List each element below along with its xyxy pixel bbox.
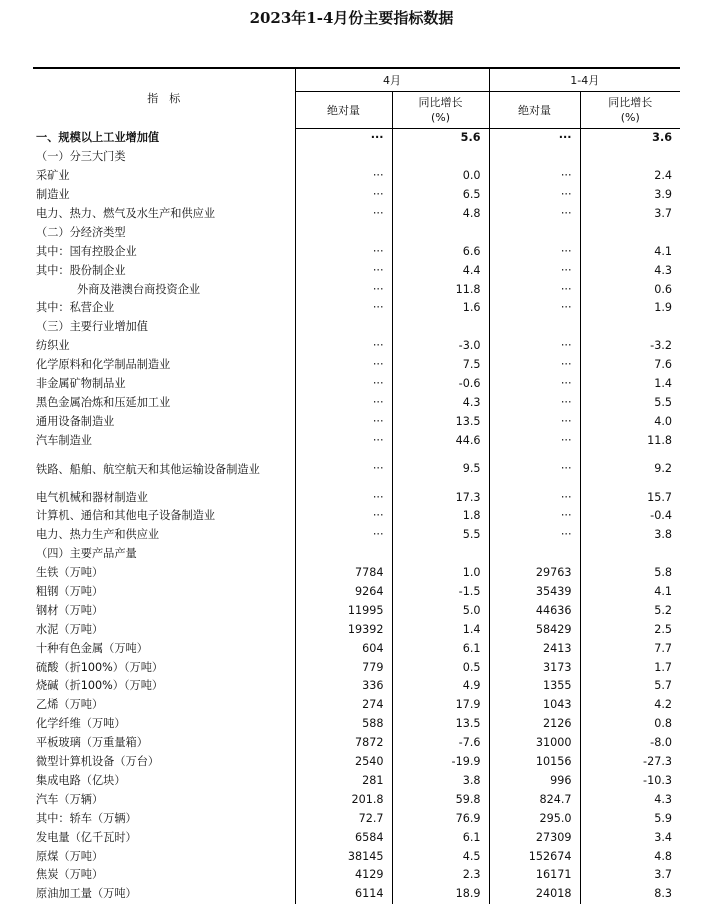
row-label: 其中：轿车（万辆）: [36, 811, 137, 825]
row-label: 乙烯（万吨）: [36, 698, 104, 712]
ytd-abs-value: 152674: [489, 847, 580, 866]
row-label: 其中：股份制企业: [36, 263, 126, 277]
month-yoy-header-line2: (%): [430, 111, 451, 124]
month-abs-value: 604: [295, 639, 392, 658]
month-yoy-value: 4.4: [392, 261, 489, 280]
month-abs-value: [295, 223, 392, 242]
ytd-yoy-value: 5.2: [580, 601, 680, 620]
table-row: [33, 715, 680, 734]
month-abs-value: 72.7: [295, 809, 392, 828]
row-label: 集成电路（亿块）: [36, 773, 126, 787]
row-label: 汽车（万辆）: [36, 792, 104, 806]
table-row: [33, 696, 680, 715]
table-row: [33, 205, 680, 224]
ytd-abs-value: 10156: [489, 753, 580, 772]
month-yoy-value: -0.6: [392, 375, 489, 394]
month-yoy-value: 1.4: [392, 620, 489, 639]
ytd-yoy-value: 4.1: [580, 583, 680, 602]
month-abs-value: ···: [295, 526, 392, 545]
table-row: [33, 620, 680, 639]
ytd-yoy-value: 11.8: [580, 431, 680, 450]
ytd-yoy-value: [580, 148, 680, 167]
table-row: [33, 564, 680, 583]
ytd-yoy-value: 3.4: [580, 828, 680, 847]
month-yoy-value: 4.3: [392, 393, 489, 412]
ytd-abs-value: 2413: [489, 639, 580, 658]
ytd-abs-value: ···: [489, 167, 580, 186]
ytd-yoy-value: 9.2: [580, 450, 680, 488]
table-row: [33, 412, 680, 431]
section-header-row: [33, 545, 680, 564]
ytd-abs-value: 35439: [489, 583, 580, 602]
table-row: [33, 507, 680, 526]
month-yoy-value: 1.6: [392, 299, 489, 318]
month-yoy-value: 1.8: [392, 507, 489, 526]
month-abs-value: 274: [295, 696, 392, 715]
month-abs-value: 19392: [295, 620, 392, 639]
ytd-yoy-header-line2: (%): [620, 111, 640, 124]
row-label: （四）主要产品产量: [36, 547, 137, 561]
month-yoy-header: [392, 92, 489, 129]
month-abs-value: ···: [295, 507, 392, 526]
month-abs-value: 2540: [295, 753, 392, 772]
month-abs-value: ···: [295, 393, 392, 412]
row-label: 通用设备制造业: [36, 414, 115, 428]
ytd-abs-value: ···: [489, 450, 580, 488]
month-yoy-value: 4.9: [392, 677, 489, 696]
ytd-yoy-value: -27.3: [580, 753, 680, 772]
month-abs-value: ···: [295, 337, 392, 356]
table-row: [33, 393, 680, 412]
row-label: 外商及港澳台商投资企业: [77, 282, 201, 296]
ytd-abs-header: 绝对量: [489, 92, 580, 129]
table-row: [33, 866, 680, 885]
ytd-yoy-value: [580, 545, 680, 564]
table-row: [33, 885, 680, 904]
row-label: 采矿业: [36, 169, 70, 183]
month-yoy-value: 11.8: [392, 280, 489, 299]
month-abs-value: [295, 318, 392, 337]
ytd-yoy-value: 4.3: [580, 261, 680, 280]
ytd-abs-value: 16171: [489, 866, 580, 885]
ytd-abs-value: ···: [489, 261, 580, 280]
month-abs-value: 4129: [295, 866, 392, 885]
row-label: 生铁（万吨）: [36, 566, 104, 580]
month-abs-header: 绝对量: [295, 92, 392, 129]
month-yoy-value: 76.9: [392, 809, 489, 828]
month-abs-value: 6114: [295, 885, 392, 904]
ytd-abs-value: ···: [489, 507, 580, 526]
row-label: 十种有色金属（万吨）: [36, 641, 148, 655]
ytd-abs-value: ···: [489, 488, 580, 507]
ytd-yoy-value: 4.3: [580, 790, 680, 809]
month-abs-value: 38145: [295, 847, 392, 866]
period-ytd-header: 1-4月: [489, 68, 680, 92]
ytd-yoy-value: 7.7: [580, 639, 680, 658]
table-row: [33, 242, 680, 261]
month-yoy-header-line1: 同比增长: [418, 96, 463, 109]
month-abs-value: [295, 148, 392, 167]
row-label: 电力、热力生产和供应业: [36, 528, 160, 542]
table-row: [33, 186, 680, 205]
row-label: 粗钢（万吨）: [36, 585, 104, 599]
ytd-yoy-value: -0.4: [580, 507, 680, 526]
month-abs-value: ···: [295, 356, 392, 375]
ytd-abs-value: ···: [489, 412, 580, 431]
row-label: 硫酸（折100%）（万吨）: [36, 660, 164, 674]
month-yoy-value: 0.0: [392, 167, 489, 186]
section-header-row: [33, 223, 680, 242]
page-title: 2023年1-4月份主要指标数据: [249, 9, 454, 27]
ytd-abs-value: ···: [489, 205, 580, 224]
month-abs-value: ···: [295, 129, 392, 148]
month-yoy-value: [392, 223, 489, 242]
month-abs-value: 281: [295, 772, 392, 791]
table-row: [33, 280, 680, 299]
row-label: 烧碱（折100%）（万吨）: [36, 679, 164, 693]
section-header-row: [33, 148, 680, 167]
row-label: 原油加工量（万吨）: [36, 887, 137, 901]
row-label: 制造业: [36, 188, 70, 202]
table-row: [33, 167, 680, 186]
ytd-abs-value: [489, 318, 580, 337]
table-row: [33, 639, 680, 658]
month-yoy-value: 5.5: [392, 526, 489, 545]
table-row: [33, 601, 680, 620]
row-label: 非金属矿物制品业: [36, 377, 126, 391]
ytd-abs-value: 29763: [489, 564, 580, 583]
month-yoy-value: -7.6: [392, 734, 489, 753]
ytd-abs-value: ···: [489, 375, 580, 394]
ytd-abs-value: ···: [489, 280, 580, 299]
ytd-yoy-value: 5.7: [580, 677, 680, 696]
month-abs-value: ···: [295, 242, 392, 261]
table-row: [33, 526, 680, 545]
ytd-abs-value: 996: [489, 772, 580, 791]
ytd-abs-value: 3173: [489, 658, 580, 677]
month-abs-value: ···: [295, 167, 392, 186]
month-abs-value: [295, 545, 392, 564]
month-abs-value: 588: [295, 715, 392, 734]
month-yoy-value: 6.1: [392, 828, 489, 847]
row-label: （一）分三大门类: [36, 150, 126, 164]
month-yoy-value: -19.9: [392, 753, 489, 772]
ytd-abs-value: 58429: [489, 620, 580, 639]
table-row: [33, 847, 680, 866]
row-label: 化学原料和化学制品制造业: [36, 358, 171, 372]
ytd-yoy-value: -10.3: [580, 772, 680, 791]
month-abs-value: 11995: [295, 601, 392, 620]
row-label: 铁路、船舶、航空航天和其他运输设备制造业: [36, 462, 260, 476]
ytd-abs-value: [489, 223, 580, 242]
row-label: 原煤（万吨）: [36, 849, 104, 863]
ytd-abs-value: ···: [489, 393, 580, 412]
row-label: 钢材（万吨）: [36, 603, 104, 617]
row-label: 计算机、通信和其他电子设备制造业: [36, 509, 216, 523]
month-abs-value: ···: [295, 186, 392, 205]
ytd-yoy-value: 2.4: [580, 167, 680, 186]
ytd-yoy-value: 4.0: [580, 412, 680, 431]
month-yoy-value: 2.3: [392, 866, 489, 885]
ytd-abs-value: ···: [489, 337, 580, 356]
ytd-abs-value: ···: [489, 356, 580, 375]
ytd-yoy-value: 7.6: [580, 356, 680, 375]
month-yoy-value: [392, 545, 489, 564]
table-row: [33, 337, 680, 356]
indicator-table: [33, 67, 680, 904]
ytd-yoy-value: 3.7: [580, 866, 680, 885]
month-abs-value: ···: [295, 280, 392, 299]
month-abs-value: 336: [295, 677, 392, 696]
row-label: 其中：国有控股企业: [36, 244, 137, 258]
table-row: [33, 658, 680, 677]
ytd-yoy-value: 2.5: [580, 620, 680, 639]
ytd-yoy-value: 5.9: [580, 809, 680, 828]
ytd-abs-value: 2126: [489, 715, 580, 734]
month-yoy-value: 13.5: [392, 412, 489, 431]
row-label: 电力、热力、燃气及水生产和供应业: [36, 207, 216, 220]
table-row: [33, 734, 680, 753]
month-abs-value: ···: [295, 261, 392, 280]
ytd-abs-value: 24018: [489, 885, 580, 904]
ytd-abs-value: 31000: [489, 734, 580, 753]
table-row: [33, 299, 680, 318]
ytd-yoy-value: [580, 318, 680, 337]
month-yoy-value: 44.6: [392, 431, 489, 450]
table-row: [33, 356, 680, 375]
row-label: （二）分经济类型: [36, 225, 126, 239]
ytd-yoy-value: 0.6: [580, 280, 680, 299]
table-header: [33, 68, 680, 129]
ytd-abs-value: 824.7: [489, 790, 580, 809]
ytd-yoy-value: 3.7: [580, 205, 680, 224]
row-label: 平板玻璃（万重量箱）: [36, 736, 148, 750]
month-yoy-value: -1.5: [392, 583, 489, 602]
row-label: 水泥（万吨）: [36, 622, 104, 636]
ytd-yoy-value: 5.8: [580, 564, 680, 583]
month-yoy-value: 17.3: [392, 488, 489, 507]
section-header-row: [33, 318, 680, 337]
table-row: [33, 450, 680, 488]
month-abs-value: ···: [295, 375, 392, 394]
month-abs-value: ···: [295, 431, 392, 450]
table-row: [33, 677, 680, 696]
table-row: [33, 583, 680, 602]
table-row: [33, 261, 680, 280]
row-label: （三）主要行业增加值: [36, 320, 148, 334]
table-row: [33, 809, 680, 828]
month-abs-value: ···: [295, 488, 392, 507]
row-label: 汽车制造业: [36, 433, 92, 447]
ytd-abs-value: ···: [489, 129, 580, 148]
period-month-header: 4月: [295, 68, 489, 92]
row-label: 微型计算机设备（万台）: [36, 755, 160, 769]
ytd-abs-value: ···: [489, 242, 580, 261]
month-abs-value: 779: [295, 658, 392, 677]
ytd-yoy-value: 15.7: [580, 488, 680, 507]
month-abs-value: ···: [295, 450, 392, 488]
ytd-yoy-value: 3.8: [580, 526, 680, 545]
month-abs-value: 6584: [295, 828, 392, 847]
month-yoy-value: 4.8: [392, 205, 489, 224]
ytd-yoy-value: -3.2: [580, 337, 680, 356]
table-row: [33, 772, 680, 791]
month-yoy-value: 59.8: [392, 790, 489, 809]
ytd-abs-value: 44636: [489, 601, 580, 620]
month-abs-value: 9264: [295, 583, 392, 602]
ytd-yoy-value: 4.8: [580, 847, 680, 866]
month-yoy-value: 4.5: [392, 847, 489, 866]
ytd-abs-value: 27309: [489, 828, 580, 847]
ytd-abs-value: [489, 545, 580, 564]
month-yoy-value: [392, 148, 489, 167]
ytd-abs-value: ···: [489, 431, 580, 450]
month-yoy-value: 6.6: [392, 242, 489, 261]
month-yoy-value: 17.9: [392, 696, 489, 715]
month-yoy-value: 5.6: [392, 129, 489, 148]
table-row: [33, 431, 680, 450]
ytd-yoy-value: 0.8: [580, 715, 680, 734]
month-yoy-value: [392, 318, 489, 337]
ytd-yoy-header-line1: 同比增长: [608, 96, 653, 109]
ytd-yoy-value: [580, 223, 680, 242]
month-abs-value: ···: [295, 412, 392, 431]
table-row: [33, 129, 680, 148]
ytd-yoy-value: 5.5: [580, 393, 680, 412]
row-label: 发电量（亿千瓦时）: [36, 830, 137, 844]
ytd-abs-value: ···: [489, 526, 580, 545]
month-yoy-value: -3.0: [392, 337, 489, 356]
row-label: 化学纤维（万吨）: [36, 717, 126, 731]
ytd-abs-value: ···: [489, 186, 580, 205]
row-label: 纺织业: [36, 339, 70, 353]
row-label: 其中：私营企业: [36, 301, 115, 315]
month-yoy-value: 6.5: [392, 186, 489, 205]
month-abs-value: 7784: [295, 564, 392, 583]
ytd-yoy-value: 8.3: [580, 885, 680, 904]
ytd-abs-value: 295.0: [489, 809, 580, 828]
row-label: 黑色金属冶炼和压延加工业: [36, 395, 171, 409]
table-row: [33, 753, 680, 772]
table-row: [33, 488, 680, 507]
ytd-yoy-value: 4.1: [580, 242, 680, 261]
month-yoy-value: 5.0: [392, 601, 489, 620]
ytd-abs-value: ···: [489, 299, 580, 318]
month-yoy-value: 9.5: [392, 450, 489, 488]
ytd-yoy-value: 3.6: [580, 129, 680, 148]
ytd-yoy-header: [580, 92, 680, 129]
row-label: 一、规模以上工业增加值: [36, 131, 160, 145]
indicator-header: 指 标: [33, 68, 295, 129]
table-body: [33, 129, 680, 904]
ytd-yoy-value: 1.9: [580, 299, 680, 318]
ytd-yoy-value: -8.0: [580, 734, 680, 753]
row-label: 焦炭（万吨）: [36, 868, 104, 882]
month-yoy-value: 18.9: [392, 885, 489, 904]
month-abs-value: 201.8: [295, 790, 392, 809]
ytd-abs-value: 1043: [489, 696, 580, 715]
ytd-yoy-value: 3.9: [580, 186, 680, 205]
month-abs-value: 7872: [295, 734, 392, 753]
month-yoy-value: 7.5: [392, 356, 489, 375]
month-yoy-value: 1.0: [392, 564, 489, 583]
month-yoy-value: 3.8: [392, 772, 489, 791]
month-abs-value: ···: [295, 205, 392, 224]
month-abs-value: ···: [295, 299, 392, 318]
month-yoy-value: 6.1: [392, 639, 489, 658]
ytd-yoy-value: 1.7: [580, 658, 680, 677]
table-row: [33, 828, 680, 847]
month-yoy-value: 13.5: [392, 715, 489, 734]
table-row: [33, 790, 680, 809]
month-yoy-value: 0.5: [392, 658, 489, 677]
row-label: 电气机械和器材制造业: [36, 490, 148, 504]
ytd-yoy-value: 4.2: [580, 696, 680, 715]
table-row: [33, 375, 680, 394]
ytd-abs-value: [489, 148, 580, 167]
ytd-yoy-value: 1.4: [580, 375, 680, 394]
ytd-abs-value: 1355: [489, 677, 580, 696]
